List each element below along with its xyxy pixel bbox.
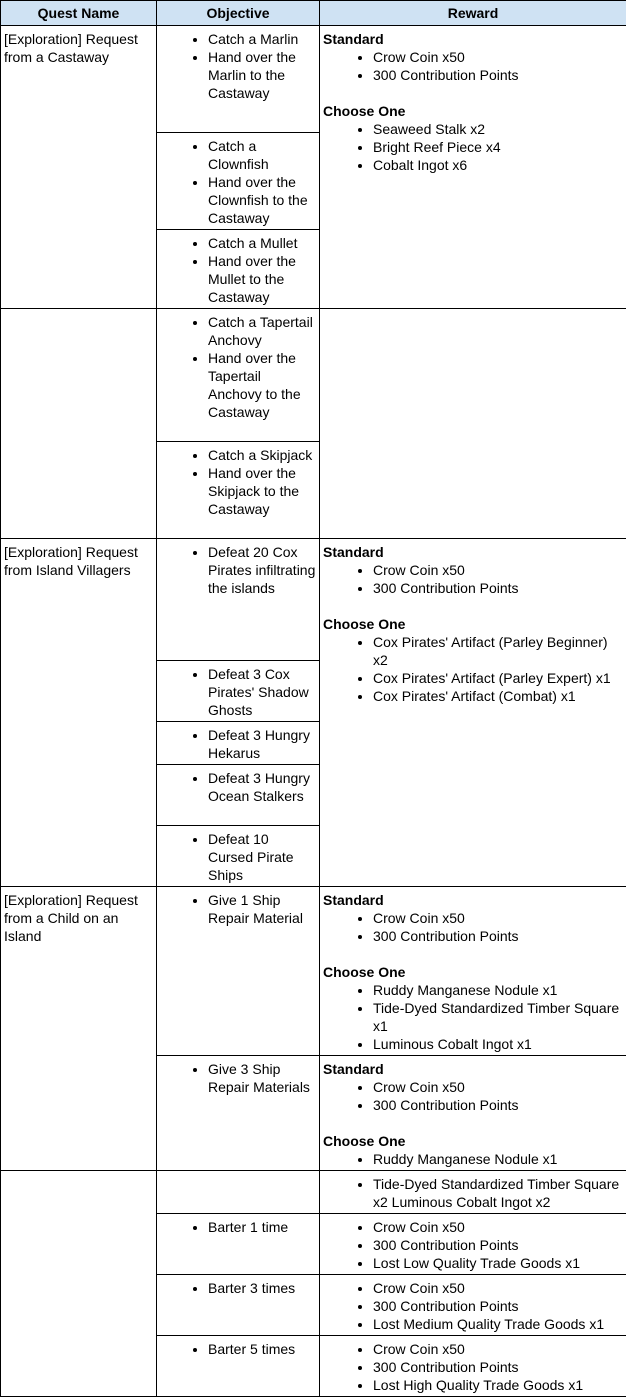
- reward-item: • Crow Coin x50: [373, 1218, 623, 1236]
- choose-one-label: Choose One: [323, 1132, 623, 1150]
- reward-item: • 300 Contribution Points: [373, 1096, 623, 1114]
- objective-item: • Defeat 10 Cursed Pirate Ships: [208, 830, 316, 884]
- reward-item: • Bright Reef Piece x4: [373, 138, 623, 156]
- objective-item: • Defeat 3 Hungry Hekarus: [208, 726, 316, 762]
- reward-item: • Cobalt Ingot x6: [373, 156, 623, 174]
- reward-item: • Crow Coin x50: [373, 1078, 623, 1096]
- objective-cell: [157, 1275, 320, 1336]
- objective-cell: [157, 887, 320, 1056]
- objective-item: • Catch a Tapertail Anchovy: [208, 313, 316, 349]
- objective-item: • Catch a Marlin: [208, 30, 316, 48]
- objective-cell: [157, 765, 320, 826]
- table-row: [1, 26, 626, 133]
- reward-item: • Crow Coin x50: [373, 1340, 623, 1358]
- objective-item: • Hand over the Clownfish to the Castaway: [208, 173, 316, 227]
- quest-name-cell: [Exploration] Request from Island Villagers: [1, 539, 157, 887]
- reward-cell: [320, 539, 626, 887]
- header-row: [1, 1, 626, 26]
- quest-name-cell: [Exploration] Request from a Child on an Island: [1, 887, 157, 1171]
- quest-name-cell: [1, 1171, 157, 1397]
- objective-cell: [157, 826, 320, 887]
- standard-label: Standard: [323, 1060, 623, 1078]
- objective-cell: [157, 26, 320, 133]
- reward-item: • Crow Coin x50: [373, 561, 623, 579]
- objective-item: • Give 3 Ship Repair Materials: [208, 1060, 316, 1096]
- reward-item: • Crow Coin x50: [373, 909, 623, 927]
- reward-item: • 300 Contribution Points: [373, 1236, 623, 1254]
- reward-item: • Cox Pirates' Artifact (Parley Beginner) x2: [373, 633, 623, 669]
- objective-item: • Barter 5 times: [208, 1340, 316, 1358]
- reward-item: • 300 Contribution Points: [373, 927, 623, 945]
- objective-cell: [157, 1214, 320, 1275]
- reward-item: • Luminous Cobalt Ingot x1: [373, 1035, 623, 1053]
- reward-item: • Ruddy Manganese Nodule x1: [373, 981, 623, 999]
- choose-one-label: Choose One: [323, 615, 623, 633]
- choose-one-label: Choose One: [323, 963, 623, 981]
- objective-item: • Barter 3 times: [208, 1279, 316, 1297]
- quest-name-cell: [1, 309, 157, 539]
- objective-item: • Hand over the Tapertail Anchovy to the Castaway: [208, 349, 316, 421]
- reward-item: • Tide-Dyed Standardized Timber Square x2 Luminous Cobalt Ingot x2: [373, 1175, 623, 1211]
- reward-cell: [320, 26, 626, 309]
- objective-cell: [157, 1171, 320, 1214]
- reward-item: • Seaweed Stalk x2: [373, 120, 623, 138]
- objective-cell: [157, 722, 320, 765]
- objective-cell: [157, 661, 320, 722]
- header-quest-name: Quest Name: [1, 1, 157, 26]
- objective-item: • Catch a Clownfish: [208, 137, 316, 173]
- reward-item: • Crow Coin x50: [373, 48, 623, 66]
- reward-item: • 300 Contribution Points: [373, 66, 623, 84]
- objective-item: • Defeat 3 Cox Pirates' Shadow Ghosts: [208, 665, 316, 719]
- reward-cell: [320, 1056, 626, 1171]
- reward-item: • 300 Contribution Points: [373, 1358, 623, 1376]
- objective-item: • Catch a Skipjack: [208, 446, 316, 464]
- reward-item: • Crow Coin x50: [373, 1279, 623, 1297]
- standard-label: Standard: [323, 891, 623, 909]
- objective-item: • Defeat 3 Hungry Ocean Stalkers: [208, 769, 316, 805]
- objective-cell: [157, 133, 320, 230]
- objective-cell: [157, 1056, 320, 1171]
- objective-item: • Defeat 20 Cox Pirates infiltrating the islands: [208, 543, 316, 597]
- choose-one-label: Choose One: [323, 102, 623, 120]
- standard-label: Standard: [323, 543, 623, 561]
- objective-item: • Hand over the Skipjack to the Castaway: [208, 464, 316, 518]
- objective-item: • Catch a Mullet: [208, 234, 316, 252]
- reward-item: • 300 Contribution Points: [373, 1297, 623, 1315]
- reward-cell: [320, 1171, 626, 1214]
- objective-cell: [157, 309, 320, 442]
- reward-item: • Cox Pirates' Artifact (Combat) x1: [373, 687, 623, 705]
- header-reward: Reward: [320, 1, 626, 26]
- quest-name-cell: [Exploration] Request from a Castaway: [1, 26, 157, 309]
- header-objective: Objective: [157, 1, 320, 26]
- objective-cell: [157, 230, 320, 309]
- table-row: [1, 1171, 626, 1214]
- objective-item: • Hand over the Mullet to the Castaway: [208, 252, 316, 306]
- reward-cell: [320, 309, 626, 539]
- reward-item: • Lost Medium Quality Trade Goods x1: [373, 1315, 623, 1333]
- reward-cell: [320, 887, 626, 1056]
- reward-item: • Cox Pirates' Artifact (Parley Expert) x1: [373, 669, 623, 687]
- objective-item: • Barter 1 time: [208, 1218, 316, 1236]
- objective-item: • Give 1 Ship Repair Material: [208, 891, 316, 927]
- reward-cell: [320, 1214, 626, 1275]
- objective-item: • Hand over the Marlin to the Castaway: [208, 48, 316, 102]
- objective-cell: [157, 442, 320, 539]
- objective-cell: [157, 1336, 320, 1397]
- objective-cell: [157, 539, 320, 661]
- table-row: [1, 539, 626, 661]
- standard-label: Standard: [323, 30, 623, 48]
- reward-cell: [320, 1336, 626, 1397]
- reward-item: • Ruddy Manganese Nodule x1: [373, 1150, 623, 1168]
- reward-item: • 300 Contribution Points: [373, 579, 623, 597]
- table-row: [1, 309, 626, 442]
- reward-item: • Lost High Quality Trade Goods x1: [373, 1376, 623, 1394]
- reward-item: • Tide-Dyed Standardized Timber Square x1: [373, 999, 623, 1035]
- reward-cell: [320, 1275, 626, 1336]
- reward-item: • Lost Low Quality Trade Goods x1: [373, 1254, 623, 1272]
- table-row: [1, 887, 626, 1056]
